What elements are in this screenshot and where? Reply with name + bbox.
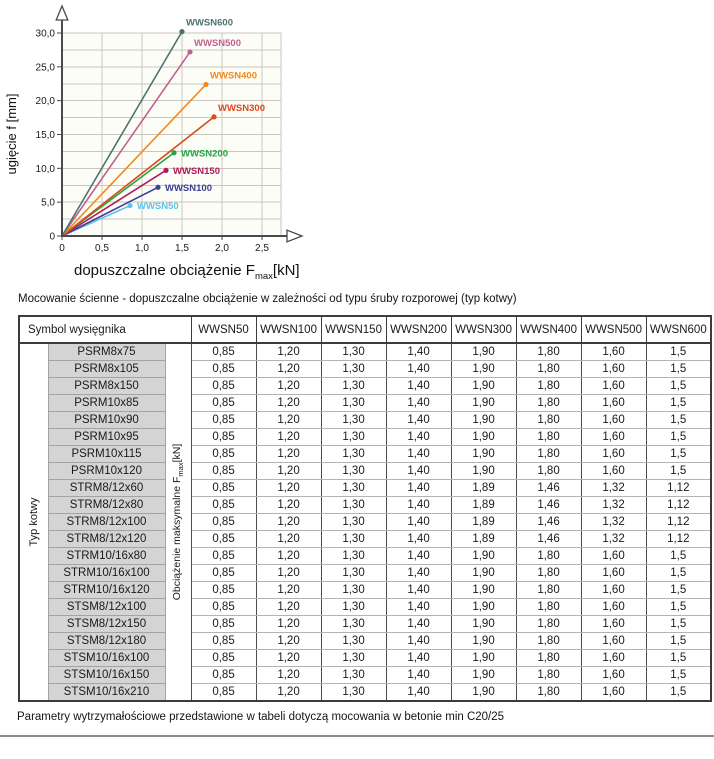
value-cell: 1,40	[386, 616, 451, 633]
value-cell: 1,5	[646, 343, 711, 361]
value-cell: 0,85	[191, 378, 256, 395]
value-cell: 1,20	[256, 343, 321, 361]
column-header-WWSN100: WWSN100	[256, 316, 321, 343]
value-cell: 1,40	[386, 684, 451, 702]
x-tick-label: 2,5	[255, 243, 269, 254]
value-cell: 1,20	[256, 446, 321, 463]
column-header-WWSN600: WWSN600	[646, 316, 711, 343]
series-marker-WWSN200	[171, 150, 176, 155]
anchor-type-cell: PSRM10x95	[48, 429, 165, 446]
value-cell: 1,40	[386, 497, 451, 514]
value-cell: 1,40	[386, 395, 451, 412]
table-row	[19, 667, 711, 684]
value-cell: 1,90	[451, 412, 516, 429]
row-group-label-text: Typ kotwy	[27, 497, 40, 547]
table-row	[19, 361, 711, 378]
value-cell: 0,85	[191, 463, 256, 480]
value-cell: 1,5	[646, 565, 711, 582]
series-marker-WWSN500	[187, 49, 192, 54]
anchor-type-cell: PSRM10x90	[48, 412, 165, 429]
value-cell: 1,90	[451, 446, 516, 463]
value-cell: 0,85	[191, 343, 256, 361]
value-cell: 1,5	[646, 616, 711, 633]
value-cell: 1,20	[256, 361, 321, 378]
value-cell: 1,90	[451, 667, 516, 684]
value-cell: 1,32	[581, 514, 646, 531]
anchor-type-cell: PSRM8x105	[48, 361, 165, 378]
table-row	[19, 599, 711, 616]
value-cell: 1,60	[581, 616, 646, 633]
value-cell: 1,46	[516, 531, 581, 548]
value-cell: 1,30	[321, 480, 386, 497]
anchor-type-cell: PSRM8x75	[48, 343, 165, 361]
value-cell: 1,40	[386, 582, 451, 599]
value-cell: 1,60	[581, 429, 646, 446]
value-cell: 1,5	[646, 582, 711, 599]
value-cell: 1,32	[581, 497, 646, 514]
value-cell: 1,30	[321, 548, 386, 565]
catalog-page	[0, 4, 714, 759]
value-cell: 1,60	[581, 378, 646, 395]
table-body	[19, 343, 711, 701]
value-cell: 1,90	[451, 343, 516, 361]
footnote: Parametry wytrzymałościowe przedstawione w tabeli dotyczą mocowania w betonie min C20/25	[17, 711, 505, 723]
table-header-row	[19, 316, 711, 343]
value-cell: 1,40	[386, 548, 451, 565]
value-cell: 1,60	[581, 395, 646, 412]
value-cell: 1,80	[516, 395, 581, 412]
value-cell: 1,5	[646, 446, 711, 463]
value-cell: 1,40	[386, 412, 451, 429]
value-cell: 1,20	[256, 480, 321, 497]
value-cell: 0,85	[191, 565, 256, 582]
value-cell: 1,80	[516, 343, 581, 361]
deflection-chart-svg	[0, 4, 320, 289]
value-cell: 1,30	[321, 667, 386, 684]
value-cell: 0,85	[191, 514, 256, 531]
value-cell: 1,90	[451, 378, 516, 395]
value-cell: 1,60	[581, 412, 646, 429]
table-row	[19, 429, 711, 446]
value-cell: 1,40	[386, 463, 451, 480]
anchor-type-cell: STSM10/16x150	[48, 667, 165, 684]
value-cell: 1,30	[321, 684, 386, 702]
value-cell: 1,5	[646, 463, 711, 480]
header-row	[19, 316, 711, 343]
value-cell: 1,30	[321, 531, 386, 548]
anchor-type-cell: STSM8/12x100	[48, 599, 165, 616]
series-marker-WWSN600	[179, 29, 184, 34]
value-cell: 1,5	[646, 412, 711, 429]
series-label: WWSN400	[210, 70, 257, 82]
value-cell: 1,80	[516, 565, 581, 582]
value-cell: 1,12	[646, 497, 711, 514]
value-cell: 1,90	[451, 633, 516, 650]
x-tick-label: 0	[59, 243, 65, 254]
series-marker-WWSN300	[211, 114, 216, 119]
value-cell: 0,85	[191, 480, 256, 497]
value-cell: 1,40	[386, 650, 451, 667]
value-cell: 0,85	[191, 599, 256, 616]
value-cell: 1,80	[516, 446, 581, 463]
value-cell: 1,80	[516, 361, 581, 378]
value-cell: 1,20	[256, 395, 321, 412]
table-row	[19, 684, 711, 702]
value-cell: 1,12	[646, 514, 711, 531]
value-cell: 1,20	[256, 565, 321, 582]
table-row	[19, 463, 711, 480]
y-axis-arrow	[56, 6, 68, 20]
value-cell: 0,85	[191, 531, 256, 548]
value-cell: 1,30	[321, 378, 386, 395]
value-cell: 1,30	[321, 497, 386, 514]
anchor-type-cell: STSM10/16x100	[48, 650, 165, 667]
value-cell: 1,90	[451, 599, 516, 616]
x-tick-label: 0,5	[95, 243, 109, 254]
value-cell: 1,12	[646, 480, 711, 497]
table-row	[19, 548, 711, 565]
column-header-WWSN200: WWSN200	[386, 316, 451, 343]
value-cell: 1,89	[451, 497, 516, 514]
y-tick-label: 0	[49, 231, 55, 243]
value-cell: 0,85	[191, 497, 256, 514]
series-label: WWSN600	[186, 17, 233, 29]
series-label: WWSN100	[165, 182, 212, 194]
value-cell: 1,40	[386, 633, 451, 650]
value-cell: 1,20	[256, 599, 321, 616]
table-row	[19, 514, 711, 531]
value-cell: 1,30	[321, 429, 386, 446]
value-cell: 1,80	[516, 633, 581, 650]
value-cell: 1,60	[581, 667, 646, 684]
table-caption: Mocowanie ścienne - dopuszczalne obciążenie w zależności od typu śruby rozporowej (typ kotwy)	[18, 293, 517, 305]
value-cell: 1,60	[581, 684, 646, 702]
value-cell: 0,85	[191, 667, 256, 684]
value-cell: 1,5	[646, 395, 711, 412]
anchor-type-cell: STSM8/12x180	[48, 633, 165, 650]
value-cell: 1,46	[516, 514, 581, 531]
row-group-label	[19, 343, 48, 701]
anchor-type-cell: STRM8/12x80	[48, 497, 165, 514]
value-cell: 1,60	[581, 582, 646, 599]
value-cell: 1,40	[386, 378, 451, 395]
value-cell: 1,90	[451, 616, 516, 633]
value-cell: 1,89	[451, 514, 516, 531]
table-row	[19, 497, 711, 514]
value-cell: 1,30	[321, 412, 386, 429]
series-marker-WWSN400	[203, 82, 208, 87]
corner-header: Symbol wysięgnika	[19, 316, 191, 343]
value-cell: 1,80	[516, 463, 581, 480]
series-marker-WWSN50	[127, 203, 132, 208]
value-cell: 1,30	[321, 633, 386, 650]
value-cell: 1,60	[581, 650, 646, 667]
anchor-type-cell: STRM8/12x120	[48, 531, 165, 548]
value-cell: 1,30	[321, 446, 386, 463]
value-cell: 1,80	[516, 412, 581, 429]
value-cell: 1,90	[451, 463, 516, 480]
value-cell: 0,85	[191, 446, 256, 463]
y-tick-label: 10,0	[35, 163, 55, 175]
value-cell: 1,40	[386, 429, 451, 446]
value-cell: 1,30	[321, 599, 386, 616]
y-tick-label: 25,0	[35, 62, 55, 74]
anchor-type-cell: PSRM10x120	[48, 463, 165, 480]
value-cell: 1,20	[256, 378, 321, 395]
anchor-load-table	[18, 315, 712, 702]
value-cell: 1,89	[451, 531, 516, 548]
value-cell: 1,80	[516, 378, 581, 395]
column-header-WWSN300: WWSN300	[451, 316, 516, 343]
value-cell: 1,5	[646, 599, 711, 616]
value-cell: 0,85	[191, 361, 256, 378]
x-tick-label: 1,0	[135, 243, 149, 254]
y-tick-label: 30,0	[35, 28, 55, 40]
series-label: WWSN300	[218, 102, 265, 114]
value-cell: 1,30	[321, 361, 386, 378]
value-cell: 1,20	[256, 514, 321, 531]
value-cell: 1,32	[581, 480, 646, 497]
anchor-type-cell: STRM10/16x120	[48, 582, 165, 599]
value-cell: 1,40	[386, 480, 451, 497]
table-row	[19, 650, 711, 667]
value-cell: 1,20	[256, 650, 321, 667]
value-cell: 1,5	[646, 650, 711, 667]
value-cell: 0,85	[191, 684, 256, 702]
column-header-WWSN50: WWSN50	[191, 316, 256, 343]
value-cell: 1,30	[321, 395, 386, 412]
anchor-type-cell: STRM8/12x100	[48, 514, 165, 531]
value-cell: 1,60	[581, 633, 646, 650]
value-cell: 1,46	[516, 480, 581, 497]
value-cell: 1,20	[256, 497, 321, 514]
value-cell: 1,5	[646, 667, 711, 684]
x-tick-label: 1,5	[175, 243, 189, 254]
value-cell: 1,90	[451, 395, 516, 412]
value-cell: 1,40	[386, 361, 451, 378]
value-axis-label-text: Obciążenie maksymalne $F_{max}[kN]$	[170, 443, 186, 601]
value-cell: 1,30	[321, 514, 386, 531]
value-cell: 1,30	[321, 463, 386, 480]
value-cell: 1,60	[581, 463, 646, 480]
value-cell: 1,80	[516, 429, 581, 446]
value-cell: 1,20	[256, 548, 321, 565]
value-cell: 1,80	[516, 599, 581, 616]
value-cell: 1,30	[321, 650, 386, 667]
bottom-divider	[0, 735, 714, 737]
column-header-WWSN500: WWSN500	[581, 316, 646, 343]
column-header-WWSN400: WWSN400	[516, 316, 581, 343]
x-axis-arrow	[287, 230, 302, 242]
value-cell: 1,60	[581, 599, 646, 616]
value-cell: 1,90	[451, 565, 516, 582]
value-cell: 1,40	[386, 514, 451, 531]
value-cell: 1,5	[646, 548, 711, 565]
value-cell: 1,20	[256, 616, 321, 633]
value-cell: 0,85	[191, 650, 256, 667]
value-cell: 1,12	[646, 531, 711, 548]
value-cell: 1,90	[451, 684, 516, 702]
value-cell: 1,60	[581, 548, 646, 565]
value-cell: 1,80	[516, 548, 581, 565]
value-cell: 1,5	[646, 684, 711, 702]
value-cell: 1,20	[256, 463, 321, 480]
value-cell: 0,85	[191, 395, 256, 412]
value-cell: 1,20	[256, 582, 321, 599]
y-tick-label: 20,0	[35, 96, 55, 108]
value-cell: 1,5	[646, 429, 711, 446]
value-cell: 1,80	[516, 650, 581, 667]
value-cell: 1,30	[321, 565, 386, 582]
y-tick-label: 5,0	[41, 197, 55, 209]
column-header-WWSN150: WWSN150	[321, 316, 386, 343]
series-label: WWSN200	[181, 148, 228, 160]
anchor-type-cell: STRM10/16x80	[48, 548, 165, 565]
table-row	[19, 633, 711, 650]
series-label: WWSN150	[173, 165, 220, 177]
value-cell: 1,60	[581, 565, 646, 582]
value-cell: 1,90	[451, 361, 516, 378]
table-row	[19, 412, 711, 429]
table-row	[19, 616, 711, 633]
value-cell: 1,30	[321, 343, 386, 361]
value-cell: 1,40	[386, 599, 451, 616]
table-row	[19, 343, 711, 361]
deflection-chart	[0, 4, 320, 289]
table-row	[19, 531, 711, 548]
value-cell: 1,20	[256, 531, 321, 548]
value-cell: 0,85	[191, 616, 256, 633]
value-cell: 1,30	[321, 616, 386, 633]
value-cell: 1,20	[256, 633, 321, 650]
y-tick-label: 15,0	[35, 130, 55, 141]
anchor-type-cell: STSM10/16x210	[48, 684, 165, 702]
value-cell: 0,85	[191, 412, 256, 429]
value-cell: 1,20	[256, 667, 321, 684]
value-cell: 1,5	[646, 378, 711, 395]
anchor-type-cell: STRM10/16x100	[48, 565, 165, 582]
table-row	[19, 395, 711, 412]
series-marker-WWSN100	[155, 185, 160, 190]
anchor-type-cell: STRM8/12x60	[48, 480, 165, 497]
value-cell: 1,80	[516, 684, 581, 702]
value-cell: 1,80	[516, 616, 581, 633]
series-marker-WWSN150	[163, 168, 168, 173]
x-axis-title: dopuszczalne obciążenie $F_{max}[kN]$	[74, 262, 300, 282]
x-tick-label: 2,0	[215, 243, 229, 254]
value-cell: 1,89	[451, 480, 516, 497]
value-cell: 1,20	[256, 684, 321, 702]
value-cell: 1,46	[516, 497, 581, 514]
value-cell: 0,85	[191, 429, 256, 446]
table-row	[19, 480, 711, 497]
anchor-type-cell: PSRM10x85	[48, 395, 165, 412]
anchor-type-cell: PSRM10x115	[48, 446, 165, 463]
value-cell: 1,60	[581, 446, 646, 463]
table-row	[19, 565, 711, 582]
series-label: WWSN50	[137, 201, 179, 213]
value-cell: 1,30	[321, 582, 386, 599]
value-cell: 0,85	[191, 582, 256, 599]
value-cell: 1,40	[386, 667, 451, 684]
value-cell: 1,20	[256, 429, 321, 446]
value-cell: 1,90	[451, 582, 516, 599]
anchor-type-cell: STSM8/12x150	[48, 616, 165, 633]
value-cell: 1,32	[581, 531, 646, 548]
value-cell: 1,60	[581, 343, 646, 361]
value-axis-label	[165, 343, 191, 701]
value-cell: 0,85	[191, 633, 256, 650]
value-cell: 1,90	[451, 548, 516, 565]
value-cell: 1,40	[386, 343, 451, 361]
value-cell: 1,40	[386, 446, 451, 463]
value-cell: 1,80	[516, 667, 581, 684]
table-row	[19, 582, 711, 599]
value-cell: 1,20	[256, 412, 321, 429]
table-row	[19, 446, 711, 463]
table-row	[19, 378, 711, 395]
series-label: WWSN500	[194, 37, 241, 49]
value-cell: 1,5	[646, 633, 711, 650]
anchor-type-cell: PSRM8x150	[48, 378, 165, 395]
value-cell: 1,60	[581, 361, 646, 378]
value-cell: 1,90	[451, 429, 516, 446]
value-cell: 1,80	[516, 582, 581, 599]
value-cell: 1,90	[451, 650, 516, 667]
value-cell: 1,40	[386, 531, 451, 548]
value-cell: 1,5	[646, 361, 711, 378]
value-cell: 1,40	[386, 565, 451, 582]
y-axis-title: ugięcie f [mm]	[4, 93, 19, 175]
value-cell: 0,85	[191, 548, 256, 565]
